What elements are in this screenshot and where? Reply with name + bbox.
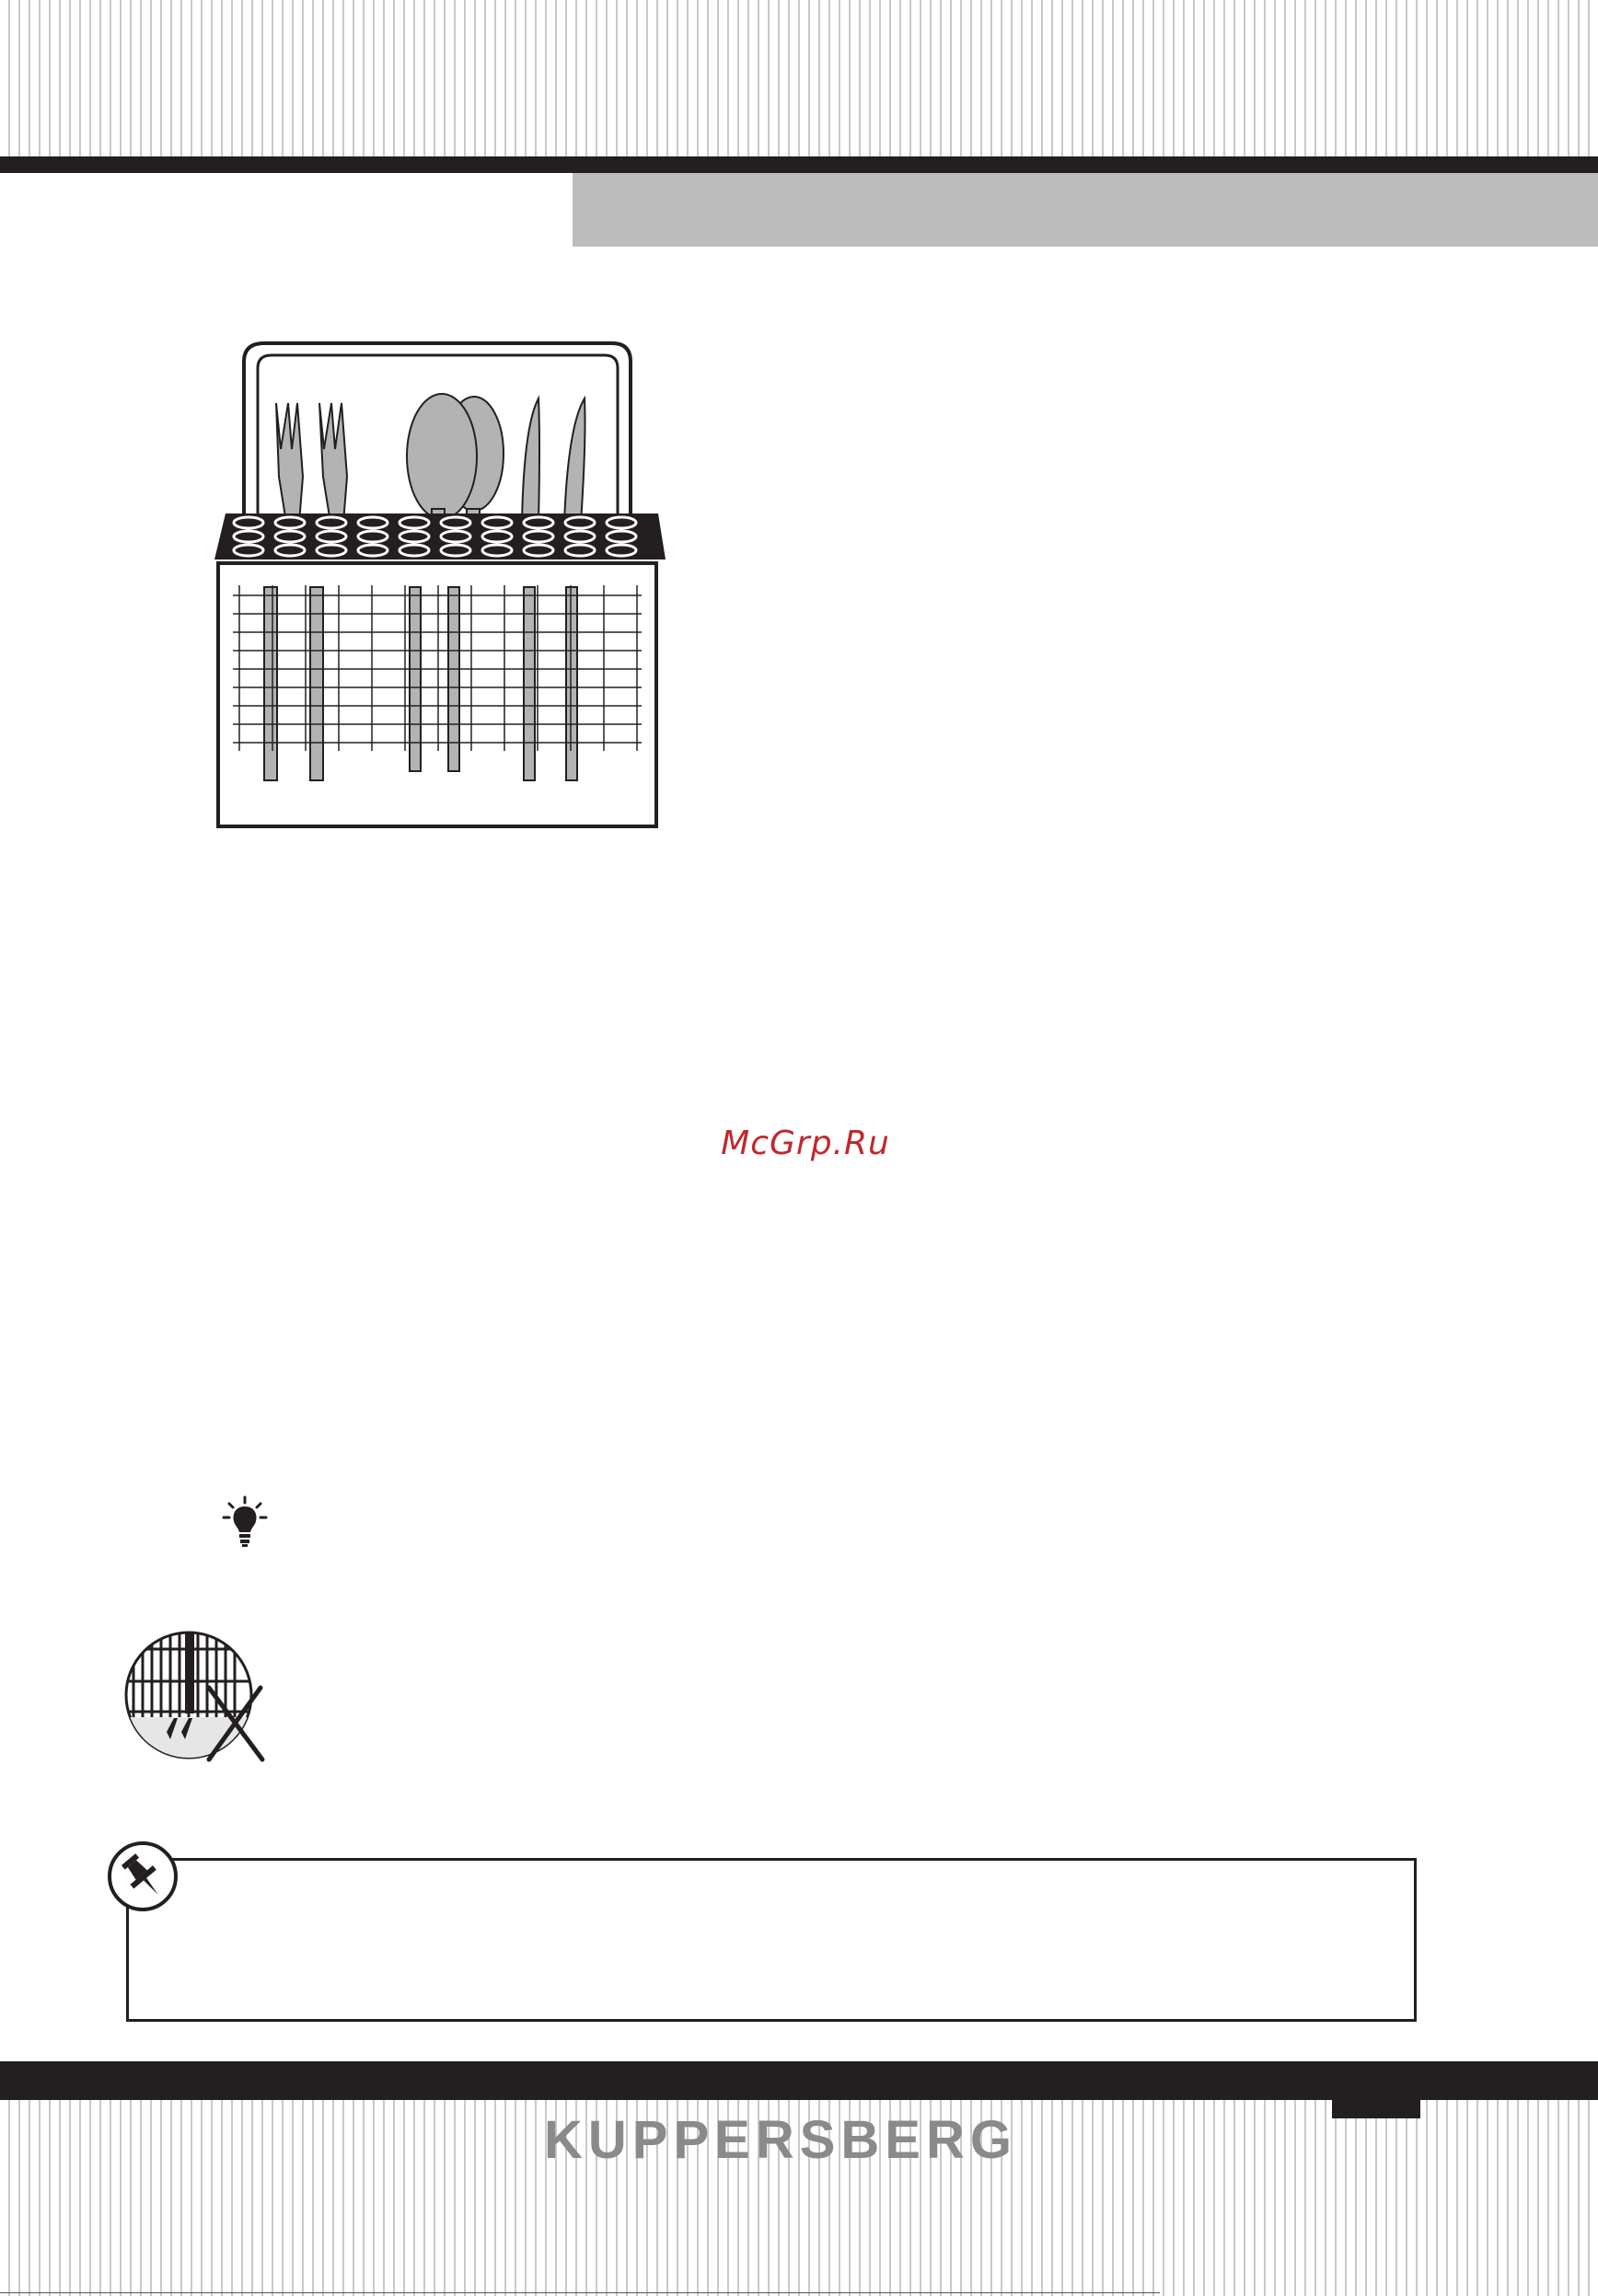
fork-shape — [276, 403, 347, 523]
top-bar — [0, 156, 1598, 173]
header-block — [573, 173, 1598, 247]
bottom-rule — [0, 2292, 1160, 2293]
cutlery-basket-illustration — [207, 339, 667, 836]
top-stripe-pattern — [0, 0, 1598, 156]
note-box — [126, 1858, 1417, 2022]
pushpin-icon — [106, 1840, 179, 1913]
bottom-bar — [0, 2061, 1598, 2100]
knife-shape — [522, 398, 585, 523]
watermark-text: McGrp.Ru — [721, 1125, 890, 1162]
page-number-tab — [1332, 2100, 1420, 2118]
brand-logo: KUPPERSBERG — [544, 2110, 1017, 2170]
lightbulb-icon — [221, 1495, 269, 1549]
crossed-cutlery-through-rack-icon — [124, 1631, 272, 1764]
